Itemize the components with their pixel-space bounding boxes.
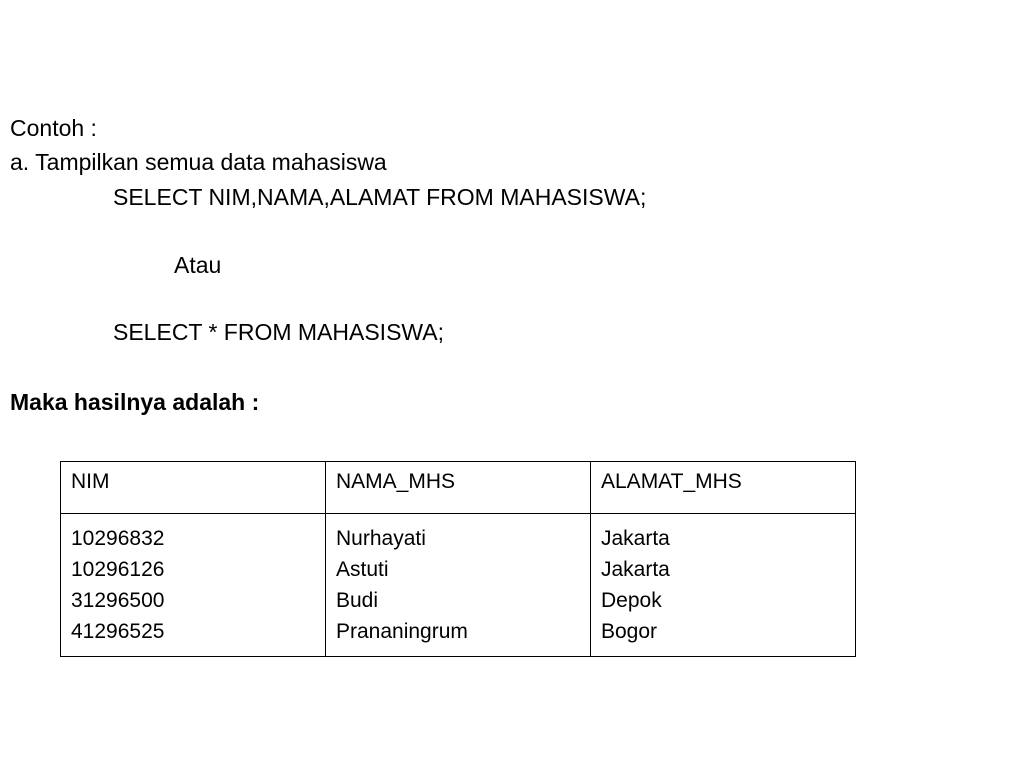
or-text: Atau [174,252,222,278]
sql-query-explicit: SELECT NIM,NAMA,ALAMAT FROM MAHASISWA; [113,184,647,210]
table-row [61,514,856,657]
nim-column-cell [61,514,326,657]
alamat-value: Bogor [601,620,658,643]
result-table [60,461,856,657]
nim-value: 41296525 [71,620,165,643]
nama-value: Budi [336,589,379,612]
nim-value: 31296500 [71,589,165,612]
nim-value: 10296126 [71,558,165,581]
alamat-value: Depok [601,589,662,612]
nim-value: 10296832 [71,527,165,550]
nama-value: Astuti [336,558,389,581]
header-nama-mhs: NAMA_MHS [326,462,591,514]
table-header-row [61,462,856,514]
item-a-text: a. Tampilkan semua data mahasiswa [10,149,387,175]
alamat-value: Jakarta [601,527,670,550]
nama-value: Nurhayati [336,527,426,550]
header-alamat-mhs: ALAMAT_MHS [591,462,856,514]
alamat-value: Jakarta [601,558,670,581]
result-label: Maka hasilnya adalah : [10,389,260,415]
header-nim: NIM [61,462,326,514]
nama-value: Prananingrum [336,620,468,643]
nama-column-cell [326,514,591,657]
sql-query-star: SELECT * FROM MAHASISWA; [113,319,444,345]
alamat-column-cell [591,514,856,657]
example-heading: Contoh : [10,115,97,141]
